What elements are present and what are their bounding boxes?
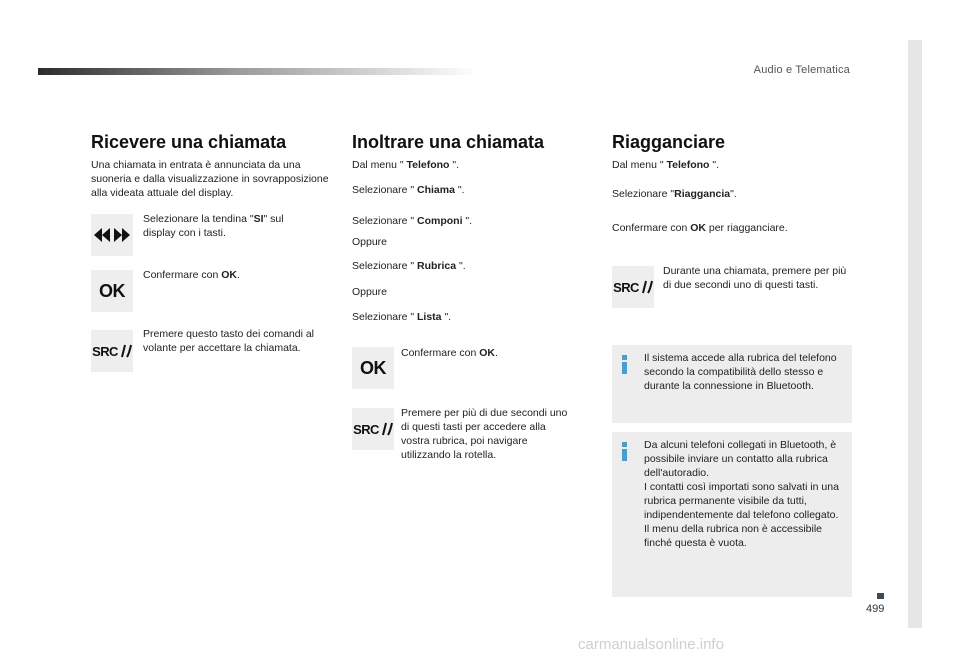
src-key (91, 330, 133, 372)
info-box-compatibility (612, 345, 852, 423)
info-contacts-para-2: I contatti così importati sono salvati in una rubrica permanente visibile da tutti, indipendentemente dal telefono collegato. (644, 481, 839, 521)
info-icon (622, 442, 627, 461)
src-key (352, 408, 394, 450)
src-key-label: SRC (92, 343, 118, 359)
info-icon (622, 355, 627, 374)
header-gradient-bar (38, 68, 478, 75)
forward-src-instruction: Premere per più di due secondi uno di questi tasti per accedere alla vostra rubrica, poi navigare utilizzando la rotella. (401, 407, 568, 461)
page-marker (877, 593, 884, 599)
info-text-compatibility: Il sistema accede alla rubrica del telefono secondo la compatibilità dello stesso e durante la connessione in Bluetooth. (644, 352, 837, 392)
src-key (612, 266, 654, 308)
forward-confirm: Confermare con OK. (401, 347, 498, 359)
phone-icon (120, 344, 132, 358)
ok-key (91, 270, 133, 312)
ok-key-label: OK (99, 280, 125, 301)
info-box-contacts (612, 432, 852, 597)
forward-select-list: Selezionare " Lista ". (352, 311, 452, 323)
hangup-src-instruction: Durante una chiamata, premere per più di due secondi uno di questi tasti. (663, 265, 847, 291)
receive-step-accept: Premere questo tasto dei comandi al volante per accettare la chiamata. (143, 328, 315, 354)
ok-key-label: OK (360, 357, 386, 378)
info-contacts-para-3: Il menu della rubrica non è accessibile finché questa è vuota. (644, 523, 823, 549)
hangup-confirm: Confermare con OK per riagganciare. (612, 222, 788, 234)
forward-select-dial: Selezionare " Componi ". (352, 215, 473, 227)
info-contacts-para-1: Da alcuni telefoni collegati in Bluetooth, è possibile inviare un contatto alla rubrica dell'autoradio. (644, 439, 837, 479)
seek-keys (91, 214, 133, 256)
forward-or-2: Oppure (352, 286, 388, 298)
receive-step-select: Selezionare la tendina "SI" sul display con i tasti. (143, 213, 284, 239)
forward-select-directory: Selezionare " Rubrica ". (352, 260, 466, 272)
forward-menu: Dal menu " Telefono ". (352, 159, 460, 171)
forward-or-1: Oppure (352, 236, 388, 248)
watermark: carmanualsonline.info (578, 636, 724, 653)
chapter-title: Audio e Telematica (753, 64, 850, 76)
phone-icon (641, 280, 653, 294)
section-title-hangup: Riagganciare (612, 132, 726, 152)
receive-step-confirm: Confermare con OK. (143, 269, 240, 281)
hangup-select: Selezionare "Riaggancia". (612, 188, 737, 200)
src-key-label: SRC (613, 279, 639, 295)
section-title-forward: Inoltrare una chiamata (352, 132, 545, 152)
hangup-menu: Dal menu " Telefono ". (612, 159, 720, 171)
section-title-receive: Ricevere una chiamata (91, 132, 287, 152)
side-strip (908, 40, 922, 628)
forward-select-call: Selezionare " Chiama ". (352, 184, 465, 196)
page-number: 499 (866, 603, 885, 615)
receive-intro: Una chiamata in entrata è annunciata da una suoneria e dalla visualizzazione in sovrapposizione alla videata attuale del display. (91, 159, 329, 199)
src-key-label: SRC (353, 421, 379, 437)
phone-icon (381, 422, 393, 436)
ok-key (352, 347, 394, 389)
seek-arrows-icon (92, 227, 132, 243)
info-text-contacts (644, 438, 848, 550)
